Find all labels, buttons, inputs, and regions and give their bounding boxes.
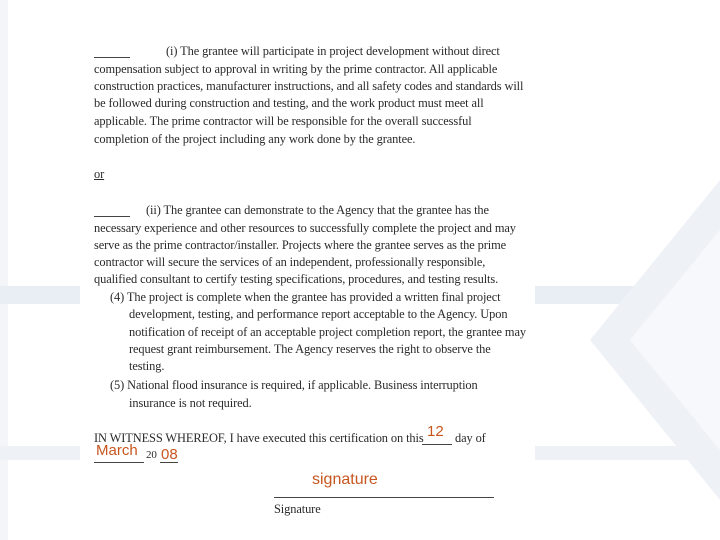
paragraph-line: necessary experience and other resources to successfully complete the project and may — [94, 221, 516, 235]
paragraph-line: (ii) The grantee can demonstrate to the Agency that the grantee has the — [146, 203, 489, 217]
checkbox-blank-line[interactable] — [94, 57, 130, 58]
signature-label: Signature — [274, 502, 321, 516]
document-page — [80, 0, 535, 540]
signature-field-value[interactable]: signature — [312, 471, 378, 488]
paragraph-line: applicable. The prime contractor will be responsible for the overall successful — [94, 114, 472, 128]
or-separator: or — [94, 167, 105, 181]
paragraph-line: completion of the project including any work done by the grantee. — [94, 132, 416, 146]
year-field-value[interactable]: 08 — [161, 446, 178, 463]
paragraph-line: (i) The grantee will participate in project development without direct — [166, 44, 500, 58]
witness-statement: IN WITNESS WHEREOF, I have executed this certification on this — [94, 431, 424, 445]
day-field-value[interactable]: 12 — [427, 423, 444, 440]
paragraph-line: (5) National flood insurance is required, if applicable. Business interruption — [110, 378, 478, 392]
paragraph-line: development, testing, and performance report acceptable to the Agency. Upon — [129, 307, 508, 321]
month-blank-line[interactable] — [94, 462, 144, 463]
checkbox-blank-line[interactable] — [94, 216, 130, 217]
paragraph-line: request grant reimbursement. The Agency reserves the right to observe the — [129, 342, 491, 356]
paragraph-line: testing. — [129, 359, 165, 373]
paragraph-line: insurance is not required. — [129, 396, 252, 410]
paragraph-line: serve as the prime contractor/installer. Projects where the grantee serves as the prime — [94, 238, 507, 252]
paragraph-line: notification of receipt of an acceptable project completion report, the grantee may — [129, 325, 526, 339]
paragraph-line: contractor will secure the services of an independent, professionally responsible, — [94, 255, 486, 269]
paragraph-line: be followed during construction and testing, and the work product must meet all — [94, 96, 484, 110]
background-chevron-decoration — [530, 140, 720, 540]
witness-day-of: day of — [455, 431, 486, 445]
paragraph-line: construction practices, manufacturer instructions, and all safety codes and standards will — [94, 79, 524, 93]
year-prefix: 20 — [146, 449, 157, 461]
day-blank-line[interactable] — [422, 444, 452, 445]
paragraph-line: (4) The project is complete when the grantee has provided a written final project — [110, 290, 501, 304]
signature-line[interactable] — [274, 497, 494, 498]
paragraph-line: compensation subject to approval in writing by the prime contractor. All applicable — [94, 62, 498, 76]
month-field-value[interactable]: March — [96, 442, 138, 459]
paragraph-line: qualified consultant to certify testing specifications, procedures, and testing results. — [94, 272, 499, 286]
